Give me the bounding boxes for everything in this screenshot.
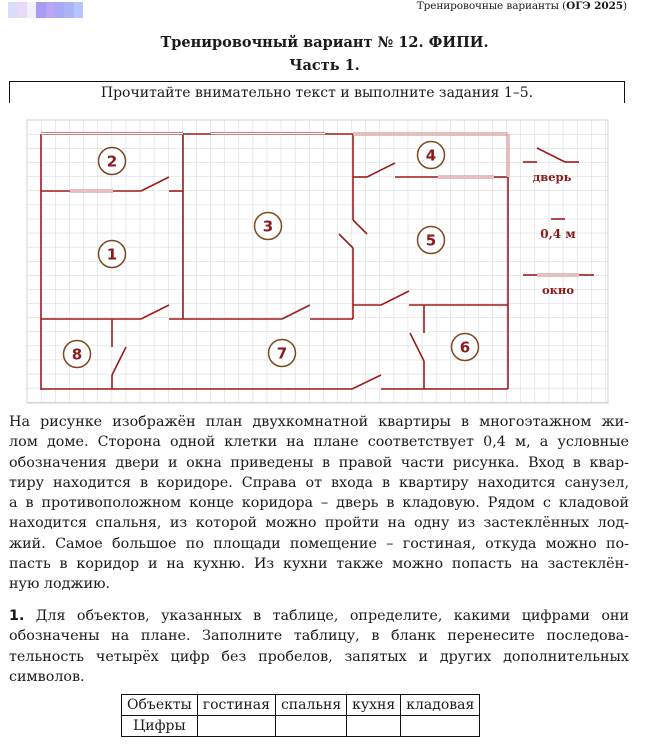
page-title: Тренировочный вариант № 12. ФИПИ. <box>160 34 489 51</box>
paragraph-line: пасть в коридор и на кухню. Из кухни также можно попасть на застеклён- <box>9 556 629 573</box>
room-label-8 <box>64 341 91 368</box>
table-label-digits: Цифры <box>122 716 198 737</box>
task-line: символов. <box>9 668 85 685</box>
paragraph-line: лом доме. Сторона одной клетки на плане соответствует 0,4 м, а условные <box>9 434 629 451</box>
table-header-living-room: гостиная <box>197 695 275 716</box>
task-number: 1. <box>9 608 25 624</box>
logo-block <box>74 2 83 18</box>
logo-block <box>36 2 45 18</box>
logo-block <box>17 2 26 18</box>
room-label-5 <box>418 227 445 254</box>
room-label-7 <box>269 340 296 367</box>
svg-text:4: 4 <box>425 146 437 165</box>
task-line: 1. Для объектов, указанных в таблице, определите, какими цифрами они <box>9 608 629 624</box>
paragraph-line: а в противоположном конце коридора – дверь в кладовую. Рядом с кладовой <box>9 495 629 512</box>
svg-text:1: 1 <box>106 245 118 264</box>
svg-text:7: 7 <box>276 344 288 363</box>
table-header-kitchen: кухня <box>347 695 401 716</box>
paragraph-line: ную лоджию. <box>9 576 111 593</box>
paragraph-line: находится спальня, из которой можно пройти на одну из застеклённых лод- <box>9 515 629 532</box>
logo-block <box>64 2 73 18</box>
room-label-3 <box>255 213 282 240</box>
answer-cell-storage[interactable] <box>401 716 480 737</box>
answer-cell-kitchen[interactable] <box>347 716 401 737</box>
legend-scale-label: 0,4 м <box>540 227 576 241</box>
logo-block <box>46 2 55 18</box>
legend-door-label: дверь <box>532 170 572 184</box>
room-label-4 <box>418 142 445 169</box>
table-header-storage: кладовая <box>401 695 480 716</box>
answer-cell-bedroom[interactable] <box>275 716 346 737</box>
task-1 <box>9 606 629 687</box>
room-label-2 <box>99 148 126 175</box>
legend-window-label: окно <box>541 283 575 297</box>
paragraph-line: На рисунке изображён план двухкомнатной квартиры в многоэтажном жи- <box>9 414 629 430</box>
svg-text:6: 6 <box>459 338 471 357</box>
table-header-objects: Объекты <box>122 695 198 716</box>
paragraph-line: тиру находится в коридоре. Справа от входа в квартиру находится санузел, <box>9 474 629 491</box>
task-line: обозначены на плане. Заполните таблицу, в бланк перенесите последова- <box>9 628 629 645</box>
task-line: тельность четырёх цифр без пробелов, запятых и других дополнительных <box>9 648 629 665</box>
table-row-digits <box>122 716 480 737</box>
room-label-6 <box>452 334 479 361</box>
instruction-text: Прочитайте внимательно текст и выполните задания 1–5. <box>100 85 534 101</box>
svg-text:3: 3 <box>262 217 274 236</box>
floor-plan <box>0 110 649 410</box>
paragraph-line: обозначения двери и окна приведены в правой части рисунка. Вход в квар- <box>9 454 629 471</box>
paragraph-line: жий. Самое большое по площади помещение – гостиная, откуда можно по- <box>9 535 629 552</box>
source-label: Тренировочные варианты (ОГЭ 2025) <box>416 0 627 12</box>
description-paragraph <box>9 412 629 595</box>
logo-block <box>27 2 36 18</box>
svg-text:5: 5 <box>425 231 437 250</box>
logo-block <box>55 2 64 18</box>
svg-text:2: 2 <box>106 152 118 171</box>
table-row-objects <box>122 695 480 716</box>
table-header-bedroom: спальня <box>275 695 346 716</box>
instruction-box <box>9 81 625 103</box>
answer-cell-living-room[interactable] <box>197 716 275 737</box>
room-label-1 <box>99 241 126 268</box>
svg-text:8: 8 <box>71 345 83 364</box>
answer-table <box>121 694 480 737</box>
logo <box>8 2 83 18</box>
part-title: Часть 1. <box>289 57 360 74</box>
logo-block <box>8 2 17 18</box>
